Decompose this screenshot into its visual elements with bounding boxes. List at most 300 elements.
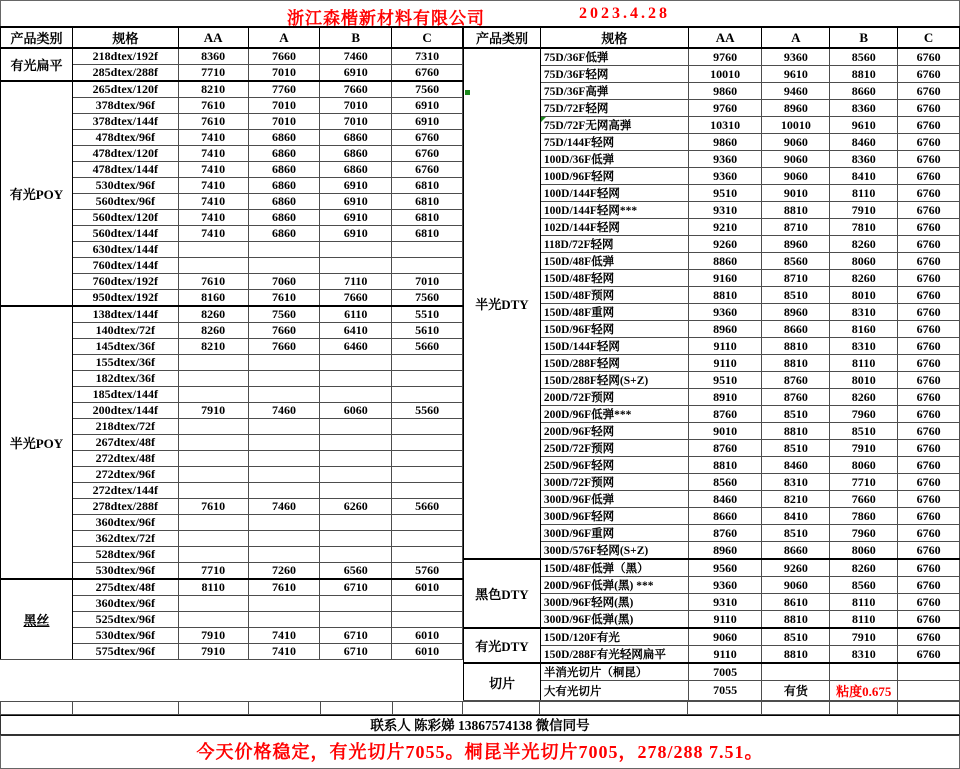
price-cell: 6910 bbox=[320, 178, 392, 194]
spec-cell: 200D/96F低弹(黑) *** bbox=[540, 577, 688, 594]
price-cell: 8810 bbox=[762, 338, 830, 355]
category-label: 半光DTY bbox=[475, 297, 529, 312]
empty-row bbox=[0, 701, 960, 715]
price-cell: 9210 bbox=[688, 219, 762, 236]
price-cell: 有货 bbox=[762, 681, 830, 701]
price-cell: 9860 bbox=[688, 83, 762, 100]
price-cell bbox=[178, 242, 248, 258]
price-cell: 6760 bbox=[898, 168, 960, 185]
price-cell: 6760 bbox=[898, 525, 960, 542]
price-cell: 6910 bbox=[392, 114, 463, 130]
price-cell bbox=[178, 596, 248, 612]
price-cell: 8610 bbox=[762, 594, 830, 611]
price-cell: 9010 bbox=[688, 423, 762, 440]
spec-cell: 272dtex/144f bbox=[72, 483, 178, 499]
column-header: 产品类别 bbox=[1, 27, 73, 48]
price-cell: 8510 bbox=[762, 525, 830, 542]
price-cell: 9110 bbox=[688, 611, 762, 629]
price-cell: 8560 bbox=[830, 48, 898, 66]
category-cell bbox=[1, 579, 73, 660]
price-cell: 6860 bbox=[320, 146, 392, 162]
empty-cell bbox=[72, 702, 178, 715]
price-cell: 8110 bbox=[830, 611, 898, 629]
price-cell bbox=[178, 467, 248, 483]
price-cell: 6760 bbox=[898, 474, 960, 491]
spec-cell: 478dtex/144f bbox=[72, 162, 178, 178]
price-cell bbox=[320, 242, 392, 258]
price-cell: 10010 bbox=[762, 117, 830, 134]
spec-cell: 102D/144F轻网 bbox=[540, 219, 688, 236]
price-cell: 6010 bbox=[392, 628, 463, 644]
price-notice-line: 今天价格稳定，有光切片7055。桐昆半光切片7005，278/288 7.51。 bbox=[0, 735, 960, 769]
price-cell: 7055 bbox=[688, 681, 762, 701]
spec-cell: 150D/288F轻网(S+Z) bbox=[540, 372, 688, 389]
price-cell bbox=[178, 451, 248, 467]
price-cell: 8960 bbox=[688, 321, 762, 338]
price-cell bbox=[178, 355, 248, 371]
price-cell: 7460 bbox=[248, 499, 320, 515]
price-cell: 7710 bbox=[178, 563, 248, 580]
price-cell: 8460 bbox=[688, 491, 762, 508]
price-cell: 9110 bbox=[688, 338, 762, 355]
spec-cell: 200D/96F低弹*** bbox=[540, 406, 688, 423]
price-cell: 9360 bbox=[688, 304, 762, 321]
price-cell: 6810 bbox=[392, 178, 463, 194]
price-cell: 6760 bbox=[898, 321, 960, 338]
header-row bbox=[464, 27, 960, 48]
price-cell: 9060 bbox=[762, 134, 830, 151]
price-cell: 6860 bbox=[248, 130, 320, 146]
price-cell: 10010 bbox=[688, 66, 762, 83]
price-cell: 6810 bbox=[392, 194, 463, 210]
price-cell: 6760 bbox=[898, 270, 960, 287]
price-cell: 5760 bbox=[392, 563, 463, 580]
price-cell: 7560 bbox=[248, 306, 320, 323]
column-header: A bbox=[762, 27, 830, 48]
contact-line: 联系人 陈彩娣 13867574138 微信同号 bbox=[0, 715, 960, 735]
price-cell bbox=[320, 419, 392, 435]
price-cell: 7760 bbox=[248, 81, 320, 98]
spec-cell: 760dtex/144f bbox=[72, 258, 178, 274]
spec-cell: 200dtex/144f bbox=[72, 403, 178, 419]
spec-cell: 530dtex/96f bbox=[72, 628, 178, 644]
price-cell: 8760 bbox=[688, 406, 762, 423]
price-cell: 8060 bbox=[830, 542, 898, 560]
price-cell: 7610 bbox=[178, 274, 248, 290]
price-cell: 5510 bbox=[392, 306, 463, 323]
price-cell: 6760 bbox=[898, 287, 960, 304]
category-cell bbox=[1, 48, 73, 81]
price-cell: 8710 bbox=[762, 219, 830, 236]
price-cell: 9060 bbox=[688, 628, 762, 646]
price-cell: 6760 bbox=[392, 130, 463, 146]
price-cell: 6710 bbox=[320, 644, 392, 660]
empty-cell bbox=[540, 702, 688, 715]
price-cell: 8310 bbox=[830, 304, 898, 321]
price-cell: 7460 bbox=[320, 48, 392, 65]
price-cell: 8810 bbox=[830, 66, 898, 83]
empty-cell bbox=[392, 702, 463, 715]
price-cell: 6760 bbox=[898, 594, 960, 611]
spec-cell: 大有光切片 bbox=[540, 681, 688, 701]
price-cell: 8110 bbox=[178, 579, 248, 596]
price-cell: 6760 bbox=[898, 253, 960, 270]
empty-cell bbox=[898, 702, 960, 715]
price-cell: 6860 bbox=[320, 162, 392, 178]
table-row bbox=[464, 628, 960, 646]
price-cell: 8560 bbox=[688, 474, 762, 491]
price-cell: 8810 bbox=[688, 457, 762, 474]
spec-cell: 300D/96F轻网 bbox=[540, 508, 688, 525]
price-cell: 8310 bbox=[830, 338, 898, 355]
price-cell: 6860 bbox=[248, 194, 320, 210]
price-cell: 8560 bbox=[762, 253, 830, 270]
price-cell bbox=[248, 515, 320, 531]
spec-cell: 272dtex/96f bbox=[72, 467, 178, 483]
price-cell: 8360 bbox=[178, 48, 248, 65]
price-cell: 6910 bbox=[392, 98, 463, 114]
price-cell bbox=[320, 483, 392, 499]
price-cell: 6760 bbox=[898, 389, 960, 406]
spec-cell: 100D/96F轻网 bbox=[540, 168, 688, 185]
price-cell: 6760 bbox=[898, 338, 960, 355]
spec-cell: 75D/36F轻网 bbox=[540, 66, 688, 83]
price-cell: 8060 bbox=[830, 457, 898, 474]
price-cell: 7410 bbox=[178, 162, 248, 178]
price-cell: 8960 bbox=[688, 542, 762, 560]
price-cell bbox=[248, 596, 320, 612]
price-cell bbox=[178, 483, 248, 499]
price-cell: 8910 bbox=[688, 389, 762, 406]
spec-cell: 150D/48F低弹 bbox=[540, 253, 688, 270]
price-cell: 8660 bbox=[688, 508, 762, 525]
price-cell: 8260 bbox=[178, 323, 248, 339]
category-cell bbox=[464, 663, 541, 701]
price-cell bbox=[898, 663, 960, 681]
price-cell: 6110 bbox=[320, 306, 392, 323]
price-cell: 7610 bbox=[248, 290, 320, 307]
price-cell: 8510 bbox=[762, 287, 830, 304]
price-cell bbox=[178, 387, 248, 403]
spec-cell: 530dtex/96f bbox=[72, 178, 178, 194]
spec-cell: 285dtex/288f bbox=[72, 65, 178, 82]
price-cell: 6010 bbox=[392, 644, 463, 660]
price-cell: 8760 bbox=[688, 525, 762, 542]
price-cell: 6760 bbox=[898, 646, 960, 664]
price-cell: 7010 bbox=[248, 65, 320, 82]
price-cell: 8760 bbox=[762, 389, 830, 406]
spec-cell: 150D/48F低弹（黑） bbox=[540, 559, 688, 577]
cell-comment-marker bbox=[541, 117, 546, 122]
price-cell: 8210 bbox=[178, 339, 248, 355]
price-cell: 9060 bbox=[762, 577, 830, 594]
price-cell bbox=[320, 467, 392, 483]
spec-cell: 250D/72F预网 bbox=[540, 440, 688, 457]
spec-cell: 278dtex/288f bbox=[72, 499, 178, 515]
price-cell bbox=[392, 483, 463, 499]
price-cell: 7910 bbox=[830, 628, 898, 646]
spec-cell: 575dtex/96f bbox=[72, 644, 178, 660]
column-header: 规格 bbox=[72, 27, 178, 48]
price-cell: 8110 bbox=[830, 185, 898, 202]
spec-cell: 478dtex/96f bbox=[72, 130, 178, 146]
price-cell bbox=[320, 387, 392, 403]
spec-cell: 75D/72F轻网 bbox=[540, 100, 688, 117]
spec-cell: 145dtex/36f bbox=[72, 339, 178, 355]
price-cell bbox=[320, 371, 392, 387]
spec-cell: 265dtex/120f bbox=[72, 81, 178, 98]
price-cell bbox=[320, 531, 392, 547]
price-cell bbox=[320, 547, 392, 563]
spec-cell: 560dtex/120f bbox=[72, 210, 178, 226]
price-cell bbox=[178, 419, 248, 435]
spec-cell: 150D/96F轻网 bbox=[540, 321, 688, 338]
category-cell bbox=[464, 628, 541, 663]
price-cell: 7910 bbox=[178, 403, 248, 419]
spec-cell: 560dtex/96f bbox=[72, 194, 178, 210]
price-cell bbox=[248, 242, 320, 258]
category-label: 有光扁平 bbox=[10, 58, 63, 73]
spec-cell: 272dtex/48f bbox=[72, 451, 178, 467]
price-cell: 5610 bbox=[392, 323, 463, 339]
table-row bbox=[1, 306, 463, 323]
price-cell bbox=[178, 371, 248, 387]
spec-cell: 185dtex/144f bbox=[72, 387, 178, 403]
price-cell: 6010 bbox=[392, 579, 463, 596]
spec-cell: 360dtex/96f bbox=[72, 596, 178, 612]
spec-cell: 75D/36F高弹 bbox=[540, 83, 688, 100]
price-cell bbox=[248, 451, 320, 467]
table-row bbox=[1, 48, 463, 65]
price-cell: 8260 bbox=[830, 236, 898, 253]
price-cell: 7810 bbox=[830, 219, 898, 236]
price-cell: 8160 bbox=[830, 321, 898, 338]
category-label: 有光DTY bbox=[475, 639, 529, 654]
price-cell: 10310 bbox=[688, 117, 762, 134]
price-cell bbox=[320, 596, 392, 612]
price-cell: 6760 bbox=[898, 559, 960, 577]
price-cell: 8360 bbox=[830, 151, 898, 168]
price-cell: 9610 bbox=[762, 66, 830, 83]
price-cell bbox=[392, 419, 463, 435]
price-cell: 6810 bbox=[392, 226, 463, 242]
empty-cell bbox=[688, 702, 762, 715]
price-cell: 7710 bbox=[830, 474, 898, 491]
table-row bbox=[464, 559, 960, 577]
price-cell: 9060 bbox=[762, 151, 830, 168]
price-cell: 6760 bbox=[898, 185, 960, 202]
spec-cell: 200D/96F轻网 bbox=[540, 423, 688, 440]
price-cell: 8260 bbox=[830, 559, 898, 577]
price-cell bbox=[178, 612, 248, 628]
spec-cell: 75D/72F无网高弹 bbox=[540, 117, 688, 134]
price-cell: 9510 bbox=[688, 185, 762, 202]
empty-cell bbox=[248, 702, 320, 715]
price-cell bbox=[392, 435, 463, 451]
price-cell: 9310 bbox=[688, 202, 762, 219]
price-cell: 7710 bbox=[178, 65, 248, 82]
price-cell: 8260 bbox=[178, 306, 248, 323]
spec-cell: 300D/96F重网 bbox=[540, 525, 688, 542]
price-cell: 8710 bbox=[762, 270, 830, 287]
price-cell: 8960 bbox=[762, 100, 830, 117]
price-cell: 6910 bbox=[320, 210, 392, 226]
price-cell bbox=[762, 663, 830, 681]
price-cell: 6760 bbox=[898, 83, 960, 100]
spec-cell: 75D/36F低弹 bbox=[540, 48, 688, 66]
price-cell: 8560 bbox=[830, 577, 898, 594]
price-cell bbox=[248, 612, 320, 628]
price-cell: 7610 bbox=[248, 579, 320, 596]
price-cell: 8510 bbox=[762, 440, 830, 457]
spec-cell: 100D/144F轻网 bbox=[540, 185, 688, 202]
column-header: AA bbox=[178, 27, 248, 48]
price-cell: 8660 bbox=[762, 542, 830, 560]
right-price-table bbox=[463, 26, 960, 701]
price-cell: 7910 bbox=[178, 644, 248, 660]
price-cell bbox=[392, 596, 463, 612]
price-cell: 8810 bbox=[688, 287, 762, 304]
price-cell: 9760 bbox=[688, 48, 762, 66]
price-cell: 6760 bbox=[898, 100, 960, 117]
price-cell: 8510 bbox=[762, 628, 830, 646]
price-cell: 6910 bbox=[320, 65, 392, 82]
category-label: 黑丝 bbox=[23, 613, 50, 628]
price-cell: 7610 bbox=[178, 499, 248, 515]
spec-cell: 560dtex/144f bbox=[72, 226, 178, 242]
price-cell: 9060 bbox=[762, 168, 830, 185]
spec-cell: 182dtex/36f bbox=[72, 371, 178, 387]
price-cell bbox=[248, 435, 320, 451]
price-cell: 9160 bbox=[688, 270, 762, 287]
category-cell bbox=[1, 306, 73, 579]
price-cell: 7010 bbox=[392, 274, 463, 290]
spec-cell: 250D/96F轻网 bbox=[540, 457, 688, 474]
price-cell bbox=[392, 371, 463, 387]
price-cell: 6760 bbox=[898, 48, 960, 66]
price-cell: 6060 bbox=[320, 403, 392, 419]
price-cell: 8160 bbox=[178, 290, 248, 307]
spec-cell: 150D/288F有光轻网扁平 bbox=[540, 646, 688, 664]
price-cell bbox=[392, 387, 463, 403]
price-cell: 6760 bbox=[392, 65, 463, 82]
price-cell: 8510 bbox=[830, 423, 898, 440]
spec-cell: 150D/48F重网 bbox=[540, 304, 688, 321]
price-cell bbox=[178, 435, 248, 451]
price-cell: 6760 bbox=[898, 457, 960, 474]
price-cell: 6760 bbox=[898, 66, 960, 83]
spec-cell: 100D/144F轻网*** bbox=[540, 202, 688, 219]
price-cell: 7410 bbox=[178, 226, 248, 242]
price-cell: 8260 bbox=[830, 389, 898, 406]
price-cell: 8360 bbox=[830, 100, 898, 117]
price-cell: 7660 bbox=[248, 339, 320, 355]
price-cell: 6760 bbox=[898, 406, 960, 423]
spec-cell: 200D/72F预网 bbox=[540, 389, 688, 406]
price-cell: 6760 bbox=[898, 628, 960, 646]
price-cell: 8810 bbox=[762, 355, 830, 372]
price-cell: 9560 bbox=[688, 559, 762, 577]
price-cell: 7010 bbox=[320, 98, 392, 114]
empty-cell bbox=[1, 702, 73, 715]
left-price-table bbox=[0, 26, 463, 660]
price-cell: 6710 bbox=[320, 628, 392, 644]
price-cell: 7660 bbox=[320, 290, 392, 307]
price-cell: 6860 bbox=[320, 130, 392, 146]
price-cell: 9510 bbox=[688, 372, 762, 389]
spec-cell: 155dtex/36f bbox=[72, 355, 178, 371]
price-cell: 7410 bbox=[178, 194, 248, 210]
price-tables bbox=[0, 26, 960, 701]
price-cell bbox=[392, 242, 463, 258]
price-cell bbox=[320, 451, 392, 467]
spec-cell: 300D/576F轻网(S+Z) bbox=[540, 542, 688, 560]
price-cell: 6760 bbox=[898, 542, 960, 560]
category-label: 切片 bbox=[488, 675, 515, 691]
price-cell: 9260 bbox=[762, 559, 830, 577]
price-cell: 7860 bbox=[830, 508, 898, 525]
price-cell: 7910 bbox=[178, 628, 248, 644]
table-row bbox=[1, 81, 463, 98]
header-row bbox=[1, 27, 463, 48]
price-cell: 9360 bbox=[688, 168, 762, 185]
price-cell: 6760 bbox=[898, 219, 960, 236]
price-cell: 8260 bbox=[830, 270, 898, 287]
title-row bbox=[0, 0, 960, 26]
price-cell: 6860 bbox=[248, 178, 320, 194]
price-cell: 9760 bbox=[688, 100, 762, 117]
price-cell: 6260 bbox=[320, 499, 392, 515]
price-cell: 8810 bbox=[762, 611, 830, 629]
spec-cell: 528dtex/96f bbox=[72, 547, 178, 563]
price-cell: 6760 bbox=[898, 611, 960, 629]
price-cell: 7010 bbox=[248, 98, 320, 114]
table-row bbox=[1, 579, 463, 596]
spec-cell: 75D/144F轻网 bbox=[540, 134, 688, 151]
price-cell: 8760 bbox=[688, 440, 762, 457]
column-header: B bbox=[830, 27, 898, 48]
price-cell: 6710 bbox=[320, 579, 392, 596]
spec-cell: 530dtex/96f bbox=[72, 563, 178, 580]
price-cell: 6760 bbox=[898, 372, 960, 389]
company-title: 浙江森楷新材料有限公司 bbox=[287, 9, 485, 28]
spec-cell: 362dtex/72f bbox=[72, 531, 178, 547]
spec-cell: 478dtex/120f bbox=[72, 146, 178, 162]
spec-cell: 300D/96F低弹(黑) bbox=[540, 611, 688, 629]
price-cell: 7010 bbox=[320, 114, 392, 130]
table-row bbox=[464, 48, 960, 66]
price-cell: 6760 bbox=[898, 423, 960, 440]
price-cell: 7110 bbox=[320, 274, 392, 290]
price-cell: 6860 bbox=[248, 210, 320, 226]
spec-cell: 138dtex/144f bbox=[72, 306, 178, 323]
price-cell: 7005 bbox=[688, 663, 762, 681]
price-cell: 8410 bbox=[762, 508, 830, 525]
price-cell: 8810 bbox=[762, 423, 830, 440]
category-cell bbox=[1, 81, 73, 306]
category-label: 黑色DTY bbox=[475, 587, 529, 602]
price-cell bbox=[248, 355, 320, 371]
spec-cell: 118D/72F轻网 bbox=[540, 236, 688, 253]
price-cell: 8660 bbox=[762, 321, 830, 338]
column-header: B bbox=[320, 27, 392, 48]
price-cell: 6760 bbox=[898, 491, 960, 508]
price-cell: 6760 bbox=[898, 577, 960, 594]
price-cell: 9310 bbox=[688, 594, 762, 611]
price-cell bbox=[392, 467, 463, 483]
price-cell: 8860 bbox=[688, 253, 762, 270]
empty-table-row bbox=[1, 702, 960, 715]
